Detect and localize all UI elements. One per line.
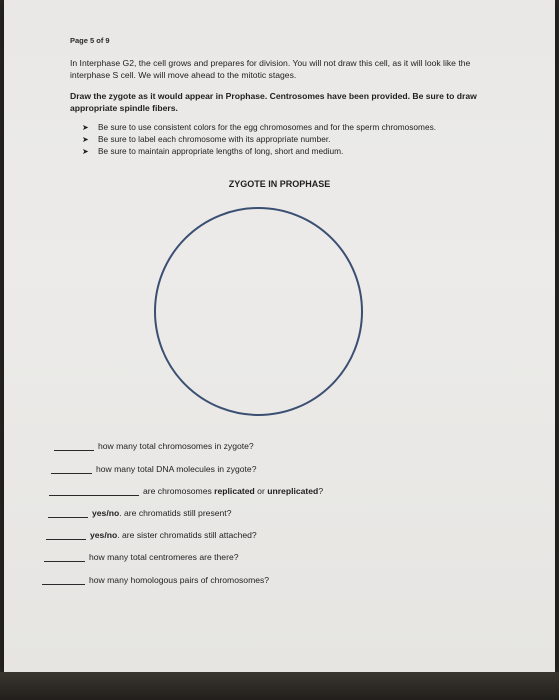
arrow-bullet-icon: ➤ — [82, 147, 89, 156]
question-chromatids-present: yes/no. are chromatids still present? — [48, 508, 231, 518]
bullet-item: ➤ Be sure to label each chromosome with its appropriate number. — [82, 134, 331, 144]
intro-paragraph: In Interphase G2, the cell grows and prepares for division. You will not draw this cell, as it will look like the interphase S cell. We will move ahead to the mitotic stages. — [70, 58, 471, 80]
page-number: Page 5 of 9 — [70, 36, 110, 45]
answer-blank[interactable] — [49, 495, 139, 496]
question-total-dna: how many total DNA molecules in zygote? — [51, 464, 257, 474]
answer-blank[interactable] — [46, 539, 86, 540]
answer-blank[interactable] — [54, 450, 94, 451]
question-total-chromosomes: how many total chromosomes in zygote? — [54, 441, 254, 451]
bullet-item: ➤ Be sure to maintain appropriate lengths of long, short and medium. — [82, 146, 344, 156]
answer-blank[interactable] — [51, 473, 92, 474]
answer-blank[interactable] — [44, 561, 85, 562]
question-sister-chromatids: yes/no. are sister chromatids still attached? — [46, 530, 257, 540]
arrow-bullet-icon: ➤ — [82, 123, 89, 132]
answer-blank[interactable] — [48, 517, 88, 518]
instruction-paragraph: Draw the zygote as it would appear in Prophase. Centrosomes have been provided. Be sure to draw appropriate spindle fibers. — [70, 91, 477, 113]
answer-blank[interactable] — [42, 584, 85, 585]
question-replicated: are chromosomes replicated or unreplicated? — [49, 486, 323, 496]
worksheet-page — [4, 0, 555, 672]
arrow-bullet-icon: ➤ — [82, 135, 89, 144]
question-centromeres: how many total centromeres are there? — [44, 552, 239, 562]
bullet-item: ➤ Be sure to use consistent colors for the egg chromosomes and for the sperm chromosomes. — [82, 122, 437, 132]
diagram-title: ZYGOTE IN PROPHASE — [228, 179, 331, 189]
instruction-bullets — [82, 122, 502, 158]
question-homologous-pairs: how many homologous pairs of chromosomes? — [42, 575, 269, 585]
zygote-cell-circle — [154, 207, 363, 416]
table-surface — [0, 672, 559, 700]
